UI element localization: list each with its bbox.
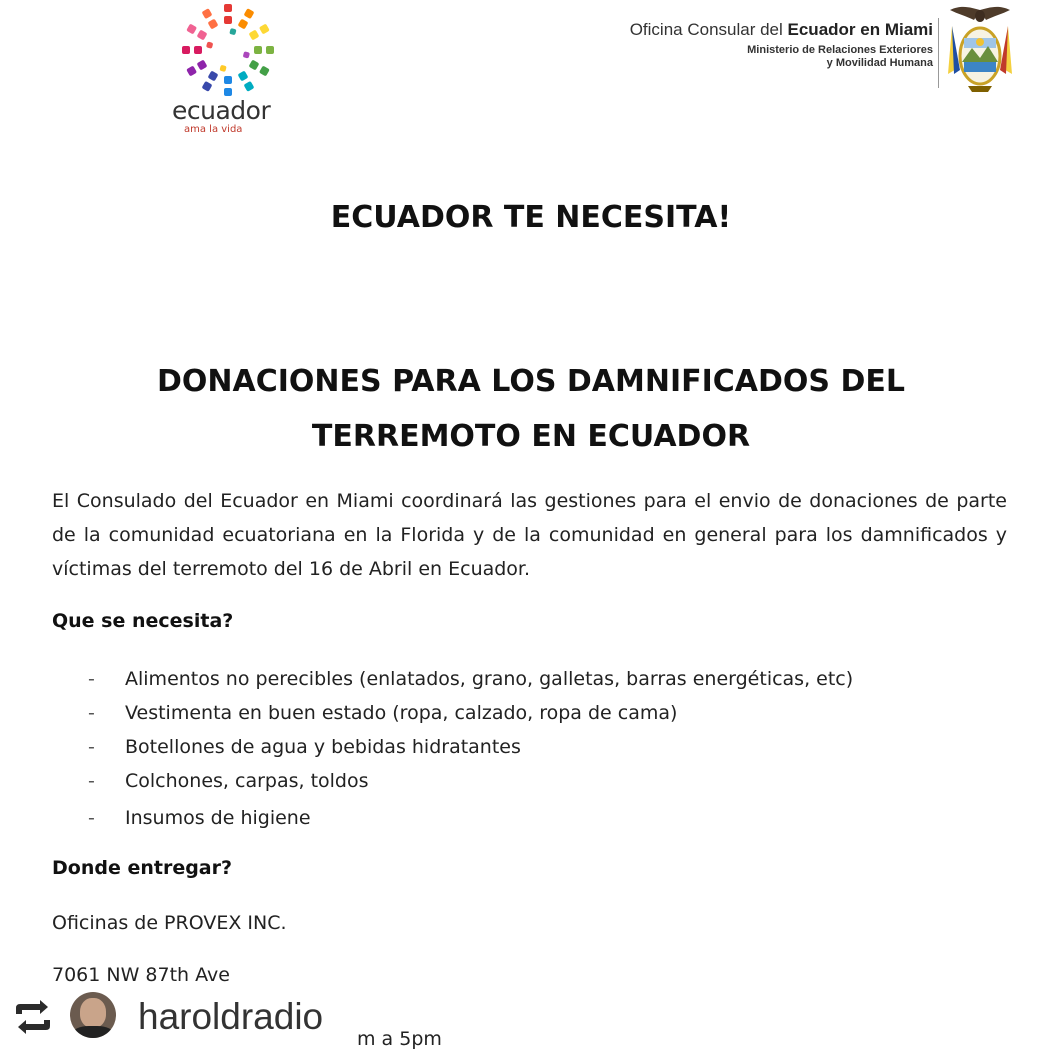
consulate-name [630, 20, 933, 40]
repost-attribution [0, 984, 1054, 1054]
list-item-text: Botellones de agua y bebidas hidratantes [125, 736, 521, 758]
repost-username[interactable]: haroldradio [138, 996, 324, 1037]
consulate-header [630, 20, 933, 69]
ministry-line-2: y Movilidad Humana [826, 57, 933, 69]
repost-icon [12, 1000, 54, 1034]
brand-wordmark: ecuador [172, 96, 271, 125]
where-heading: Donde entregar? [52, 857, 233, 879]
avatar[interactable] [70, 992, 116, 1038]
office-name: Oficinas de PROVEX INC. [52, 912, 287, 934]
subtitle-line-2: TERREMOTO EN ECUADOR [311, 419, 751, 454]
address-line-clipped [52, 958, 230, 984]
consulate-name-bold: Ecuador en Miami [787, 20, 933, 39]
brand-tagline: ama la vida [184, 124, 243, 135]
subtitle-line-1: DONACIONES PARA LOS DAMNIFICADOS DEL [157, 364, 905, 399]
ministry-line-1: Ministerio de Relaciones Exteriores [747, 44, 933, 56]
list-item-text: Colchones, carpas, toldos [125, 770, 369, 792]
list-item-text: Alimentos no perecibles (enlatados, grano, galletas, barras energéticas, etc) [125, 668, 854, 690]
header-divider [938, 18, 939, 88]
address-line: 7061 NW 87th Ave [52, 964, 230, 984]
list-item-text: Vestimenta en buen estado (ropa, calzado, ropa de cama) [125, 702, 678, 724]
rainbow-spiral-icon [172, 0, 284, 100]
document-title: ECUADOR TE NECESITA! [330, 200, 732, 235]
coat-of-arms-icon [944, 4, 1016, 100]
consulate-name-prefix: Oficina Consular del [629, 20, 788, 39]
intro-paragraph: El Consulado del Ecuador en Miami coordinará las gestiones para el envio de donaciones de parte de la comunidad ecuatoriana en la Florida y de la comunidad en general para los damnificados y víctimas del terremoto del 16 de Abril en Ecuador. [52, 490, 1007, 580]
document-page: ecuador ama la vida Oficina Consular del Ecuador en Miami Ministerio de Relaciones Exteriores y Movilidad Humana ECUADOR TE NECESITA! DONACIONES PARA LOS DAMNIFICADOS DEL TERREMOTO EN ECUADOR El Consulado del Ecuador en Miami coordinará las gestiones para el envio de donaciones de parte de la comunidad ecuatoriana en la Florida y de la comunidad en general para los damnificados y víctimas del terremoto del 16 de Abril en Ecuador. Que se necesita? - Alimentos no perecibles (enlatados, grano, galletas, barras energéticas, etc) - Vestimenta en buen estado (ropa, calzado, ropa de cama) - Botellones de agua y bebidas hidratantes - Colchones, carpas, toldos - Insumos de higiene Donde entregar? Oficinas de PROVEX INC. 7061 NW 87th Ave haroldradio m a 5pm [0, 0, 1054, 1054]
hours-line-partial: m a 5pm [357, 1028, 442, 1050]
needs-heading: Que se necesita? [52, 610, 234, 632]
ecuador-brand-logo [168, 0, 288, 150]
list-item-text: Insumos de higiene [125, 807, 311, 829]
document-subtitle [108, 354, 954, 464]
